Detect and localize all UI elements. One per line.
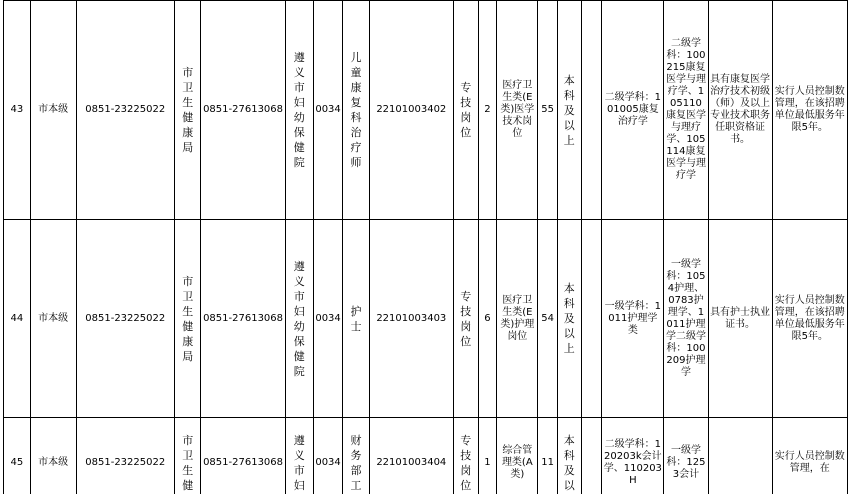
cell-other-req: 具有康复医学治疗技术初级（师）及以上专业技术职务任职资格证书。 (708, 1, 772, 220)
table-row (4, 220, 848, 418)
cell-major-ug: 一级学科：1011护理学类 (602, 220, 664, 418)
cell-major-ug: 二级学科：120203k会计学、110203H (602, 418, 664, 494)
post-type-text: 专技岗位 (460, 433, 472, 492)
cell-dept-phone: 0851-23225022 (76, 1, 174, 220)
cell-major-pg: 二级学科：100215康复医学与理疗学、105110康复医学与理疗学、105114康复医学与理疗学 (664, 1, 708, 220)
cell-major-pg: 一级学科：1253会计 (664, 418, 708, 494)
cell-major-pg: 一级学科：1054护理、0783护理学、1011护理学二级学科：100209护理学 (664, 220, 708, 418)
cell-post-code: 22101003404 (369, 418, 453, 494)
post-type-text: 专技岗位 (460, 81, 472, 139)
cell-post-code: 22101003403 (369, 220, 453, 418)
cell-dept (175, 418, 201, 494)
cell-other-req (708, 418, 772, 494)
cell-unit-phone: 0851-27613068 (201, 418, 285, 494)
table-row (4, 1, 848, 220)
education-text: 本科及以上 (563, 282, 575, 355)
cell-dept (175, 1, 201, 220)
cell-degree (581, 418, 602, 494)
unit-text: 遵义市妇 (293, 433, 305, 492)
cell-category: 综合管理类(A类) (497, 418, 538, 494)
dept-text: 市卫生健 (182, 433, 194, 492)
cell-post-type (453, 418, 478, 494)
cell-post (343, 220, 369, 418)
cell-other-req: 具有护士执业证书。 (708, 220, 772, 418)
cell-major-ug: 二级学科：101005康复治疗学 (602, 1, 664, 220)
cell-education (557, 220, 581, 418)
cell-unit (285, 220, 313, 418)
cell-post-type (453, 1, 478, 220)
cell-post (343, 418, 369, 494)
cell-post (343, 1, 369, 220)
cell-education (557, 418, 581, 494)
cell-level: 市本级 (30, 220, 76, 418)
post-text: 儿童康复科治疗师 (350, 51, 362, 169)
cell-category: 医疗卫生类(E类)医学技术岗位 (497, 1, 538, 220)
cell-unit (285, 1, 313, 220)
unit-text: 遵义市妇幼保健院 (293, 259, 305, 378)
cell-unit-phone: 0851-27613068 (201, 220, 285, 418)
dept-text: 市卫生健康局 (182, 66, 194, 154)
post-text: 护士 (350, 304, 362, 333)
post-type-text: 专技岗位 (460, 289, 472, 348)
cell-no: 43 (4, 1, 31, 220)
education-text: 本科及以 (563, 433, 575, 492)
cell-post-type (453, 220, 478, 418)
cell-unit-code: 0034 (313, 418, 342, 494)
cell-remark: 实行人员控制数管理，在 (772, 418, 847, 494)
cell-degree (581, 220, 602, 418)
cell-dept (175, 220, 201, 418)
cell-no: 44 (4, 220, 31, 418)
cell-exam-code: 11 (538, 418, 558, 494)
cell-count: 2 (478, 1, 497, 220)
cell-degree (581, 1, 602, 220)
post-text: 财务部工 (350, 433, 362, 492)
cell-level: 市本级 (30, 418, 76, 494)
cell-no: 45 (4, 418, 31, 494)
dept-text: 市卫生健康局 (182, 274, 194, 363)
cell-post-code: 22101003402 (369, 1, 453, 220)
cell-dept-phone: 0851-23225022 (76, 220, 174, 418)
cell-count: 6 (478, 220, 497, 418)
cell-level: 市本级 (30, 1, 76, 220)
cell-unit-code: 0034 (313, 220, 342, 418)
cell-exam-code: 55 (538, 1, 558, 220)
cell-count: 1 (478, 418, 497, 494)
cell-education (557, 1, 581, 220)
cell-dept-phone: 0851-23225022 (76, 418, 174, 494)
education-text: 本科及以上 (563, 73, 575, 147)
cell-exam-code: 54 (538, 220, 558, 418)
unit-text: 遵义市妇幼保健院 (293, 51, 305, 169)
cell-remark: 实行人员控制数管理，在该招聘单位最低服务年限5年。 (772, 1, 847, 220)
recruitment-table (3, 0, 848, 494)
cell-unit-phone: 0851-27613068 (201, 1, 285, 220)
cell-unit (285, 418, 313, 494)
cell-remark: 实行人员控制数管理，在该招聘单位最低服务年限5年。 (772, 220, 847, 418)
cell-unit-code: 0034 (313, 1, 342, 220)
cell-category: 医疗卫生类(E类)护理岗位 (497, 220, 538, 418)
table-row (4, 418, 848, 494)
